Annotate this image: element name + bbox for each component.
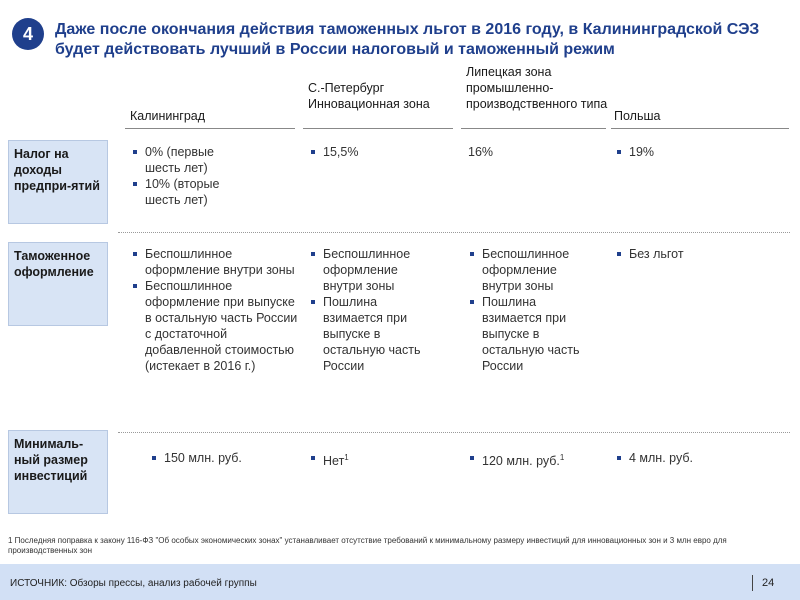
investment-value: 120 млн. руб. <box>482 454 560 469</box>
column-header-lipetsk: Липецкая зона промышленно-производственного типа <box>466 65 608 111</box>
cell-kaliningrad-investment <box>152 450 292 466</box>
list-item: 19% <box>617 144 767 160</box>
column-header-kaliningrad: Калининград <box>130 109 206 123</box>
footnote: 1 Последняя поправка к закону 116-ФЗ "Об особых экономических зонах" устанавливает отсутствие требований к минимальному размеру инвестиций для инновационных зон и 3 млн евро для производственных зон <box>8 536 727 555</box>
cell-lipetsk-customs <box>470 246 580 374</box>
header-rule <box>611 128 789 129</box>
list-item: Пошлина взимается при выпуске в остальную часть России <box>470 294 580 374</box>
list-item: 10% (вторые шесть лет) <box>133 176 233 208</box>
list-item: Беспошлинное оформление внутри зоны <box>311 246 439 294</box>
list-item: Пошлина взимается при выпуске в остальную часть России <box>311 294 439 374</box>
list-item <box>470 450 600 469</box>
cell-poland-customs <box>617 246 767 262</box>
slide-number-badge: 4 <box>12 18 44 50</box>
row-separator <box>118 432 790 433</box>
cell-kaliningrad-customs <box>133 246 301 374</box>
cell-lipetsk-investment <box>470 450 600 469</box>
page-number: 24 <box>762 577 775 589</box>
list-item: 150 млн. руб. <box>152 450 292 466</box>
list-item: Беспошлинное оформление внутри зоны <box>470 246 580 294</box>
header-rule <box>125 128 295 129</box>
list-item: 0% (первые шесть лет) <box>133 144 233 176</box>
cell-poland-tax <box>617 144 767 160</box>
cell-kaliningrad-tax <box>133 144 233 208</box>
row-label-profit-tax: Налог на доходы предпри-ятий <box>8 140 108 224</box>
row-label-customs: Таможенное оформление <box>8 242 108 326</box>
list-item: 15,5% <box>311 144 441 160</box>
cell-spb-tax <box>311 144 441 160</box>
source-note: ИСТОЧНИК: Обзоры прессы, анализ рабочей группы <box>10 578 257 589</box>
row-separator <box>118 232 790 233</box>
cell-spb-investment <box>311 450 441 469</box>
row-label-min-investment: Минималь-ный размер инвестиций <box>8 430 108 514</box>
header-rule <box>461 128 606 129</box>
list-item <box>311 450 441 469</box>
cell-spb-customs <box>311 246 439 374</box>
list-item: Беспошлинное оформление внутри зоны <box>133 246 301 278</box>
page-divider <box>752 575 753 591</box>
column-header-poland: Польша <box>614 109 661 123</box>
cell-poland-investment <box>617 450 767 466</box>
footnote-mark: 1 <box>559 453 565 462</box>
list-item: 4 млн. руб. <box>617 450 767 466</box>
footer-bar <box>0 564 800 600</box>
list-item: Без льгот <box>617 246 767 262</box>
list-item: Беспошлинное оформление при выпуске в остальную часть России с достаточной добавленной стоимостью (истекает в 2016 г.) <box>133 278 301 374</box>
header-rule <box>303 128 453 129</box>
investment-value: Нет <box>323 454 345 469</box>
slide-title: Даже после окончания действия таможенных льгот в 2016 году, в Калининградской СЭЗ будет действовать лучший в России налоговый и таможенный режим <box>55 21 760 58</box>
column-header-spb: С.-Петербург Инновационная зона <box>308 81 430 111</box>
footnote-mark: 1 <box>344 453 349 462</box>
cell-lipetsk-tax: 16% <box>468 145 494 159</box>
